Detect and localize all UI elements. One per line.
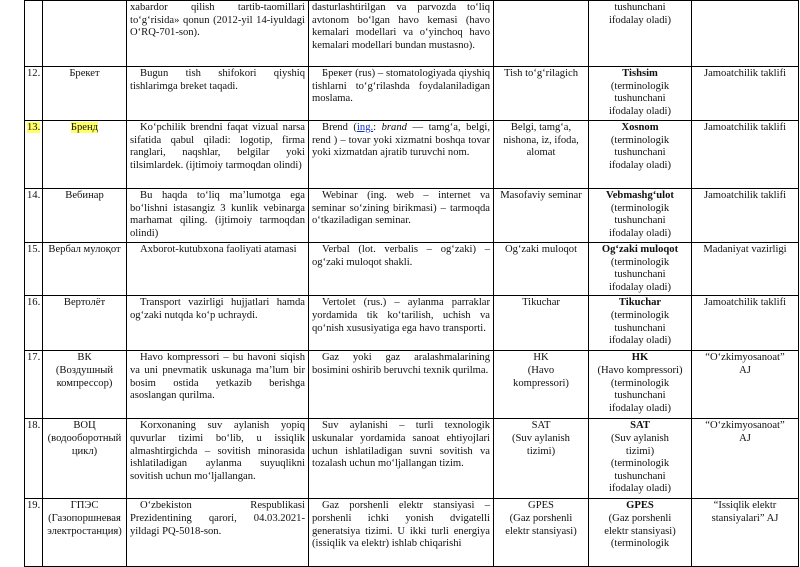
usage-cell: Korxonaning suv aylanish yopiq quvurlar tizimi bo‘lib, u issiqlik almashtirgichda – sovitish minorasida ishlatiladigan aylanma suyuqlikni sovitish uchun mo‘ljallangan. bbox=[127, 419, 309, 499]
term-cell: Вербал мулоқот bbox=[43, 243, 127, 296]
term-cell: Вертолёт bbox=[43, 296, 127, 351]
recommendation-cell: Tishsim (terminologik tushunchani ifodalay oladi) bbox=[589, 67, 692, 121]
usage-cell: Bu haqda to‘liq ma’lumotga ega bo‘lishni istasangiz 3 kunlik vebinarga marhamat qiling. (ijtimoiy tarmoqdan olindi) bbox=[127, 189, 309, 243]
uzbek-equivalent-cell: Og‘zaki muloqot bbox=[494, 243, 589, 296]
row-number: 17. bbox=[25, 351, 43, 419]
uzbek-equivalent-cell: Tish to‘g‘rilagich bbox=[494, 67, 589, 121]
term-cell: ВОЦ (водооборотный цикл) bbox=[43, 419, 127, 499]
recommendation-cell: tushunchani ifodalay oladi) bbox=[589, 1, 692, 67]
definition-cell: Verbal (lot. verbalis – og‘zaki) – og‘zaki muloqot shakli. bbox=[309, 243, 494, 296]
uzbek-equivalent-cell: Tikuchar bbox=[494, 296, 589, 351]
table-row bbox=[25, 243, 799, 296]
definition-cell: Suv aylanishi – turli texnologik uskunalar yordamida sanoat ehtiyojlari uchun ishlatiladigan suvni sovitish va tozalash uchun mo‘ljallangan tizim. bbox=[309, 419, 494, 499]
table-row bbox=[25, 499, 799, 567]
source-cell: “Issiqlik elektr stansiyalari” AJ bbox=[692, 499, 799, 567]
source-cell: “O‘zkimyosanoat” AJ bbox=[692, 419, 799, 499]
definition-cell: dasturlashtirilgan va parvozda to‘liq avtonom bo‘lgan havo kemasi (havo kemalari modellari va o‘yinchoq havo kemalari modellari bundan mustasno). bbox=[309, 1, 494, 67]
ing-link[interactable]: ing. bbox=[356, 122, 374, 133]
usage-cell: Bugun tish shifokori qiyshiq tishlarimga breket taqadi. bbox=[127, 67, 309, 121]
definition-cell: Gaz porshenli elektr stansiyasi – porshenli ichki yonish dvigatelli generatsiya tizimi. U ikki turli energiya (issiqlik va elektr) ishlab chiqarishi bbox=[309, 499, 494, 567]
table-row bbox=[25, 351, 799, 419]
recommendation-cell: GPES (Gaz porshenli elektr stansiyasi) (terminologik bbox=[589, 499, 692, 567]
usage-cell: Transport vazirligi hujjatlari hamda og‘zaki nutqda ko‘p uchraydi. bbox=[127, 296, 309, 351]
uzbek-equivalent-cell: Belgi, tamg‘a, nishona, iz, ifoda, alomat bbox=[494, 121, 589, 189]
definition-cell: Vertolet (rus.) – aylanma parraklar yordamida tik ko‘tarilish, uchish va qo‘nish xususiyatiga ega havo transporti. bbox=[309, 296, 494, 351]
uzbek-equivalent-cell: Masofaviy seminar bbox=[494, 189, 589, 243]
term-cell: Брекет bbox=[43, 67, 127, 121]
definition-cell: Брекет (rus) – stomatologiyada qiyshiq tishlarni to‘g‘rilashda foydalaniladigan moslama. bbox=[309, 67, 494, 121]
row-number: 14. bbox=[25, 189, 43, 243]
recommendation-cell: HK (Havo kompressori) (terminologik tushunchani ifodalay oladi) bbox=[589, 351, 692, 419]
source-cell: Jamoatchilik taklifi bbox=[692, 121, 799, 189]
definition-cell: Brend (ing.: brand — tamg‘a, belgi, rend ) – tovar yoki xizmatni boshqa tovar yoki xizmatdan ajratib turuvchi nom. bbox=[309, 121, 494, 189]
terms-table bbox=[24, 0, 799, 567]
recommendation-cell: Xosnom (terminologik tushunchani ifodalay oladi) bbox=[589, 121, 692, 189]
term-cell: ГПЭС (Газопоршневая электростанция) bbox=[43, 499, 127, 567]
term-cell: ВК (Воздушный компрессор) bbox=[43, 351, 127, 419]
recommendation-cell: Og‘zaki muloqot (terminologik tushunchani ifodalay oladi) bbox=[589, 243, 692, 296]
highlighted-number: 13. bbox=[27, 122, 41, 133]
uzbek-equivalent-cell: HK (Havo kompressori) bbox=[494, 351, 589, 419]
source-cell: “O‘zkimyosanoat” AJ bbox=[692, 351, 799, 419]
source-cell: Jamoatchilik taklifi bbox=[692, 67, 799, 121]
usage-cell: Havo kompressori – bu havoni siqish va uni pnevmatik uskunaga ma’lum bir bosim ostida yetkazib berishga asoslangan qurilma. bbox=[127, 351, 309, 419]
row-number: 19. bbox=[25, 499, 43, 567]
usage-cell: Axborot-kutubxona faoliyati atamasi bbox=[127, 243, 309, 296]
definition-cell: xabardor qilish tartib-taomillari to‘g‘risida» qonun (2012-yil 14-iyuldagi O‘RQ-701-son). bbox=[127, 1, 309, 67]
definition-cell: Webinar (ing. web – internet va seminar so‘zining birikmasi) – tarmoqda o‘tkaziladigan seminar. bbox=[309, 189, 494, 243]
uzbek-equivalent-cell: GPES (Gaz porshenli elektr stansiyasi) bbox=[494, 499, 589, 567]
row-number: 18. bbox=[25, 419, 43, 499]
usage-cell: O‘zbekiston Respublikasi Prezidentining qarori, 04.03.2021-yildagi PQ-5018-son. bbox=[127, 499, 309, 567]
recommendation-cell: Vebmashg‘ulot (terminologik tushunchani ifodalay oladi) bbox=[589, 189, 692, 243]
table-row bbox=[25, 419, 799, 499]
recommendation-cell: SAT (Suv aylanish tizimi) (terminologik tushunchani ifodalay oladi) bbox=[589, 419, 692, 499]
definition-cell: Gaz yoki gaz aralashmalarining bosimini oshirib beruvchi texnik qurilma. bbox=[309, 351, 494, 419]
table-row bbox=[25, 296, 799, 351]
source-cell: Jamoatchilik taklifi bbox=[692, 296, 799, 351]
table-row bbox=[25, 1, 799, 67]
term-cell: Вебинар bbox=[43, 189, 127, 243]
row-number: 12. bbox=[25, 67, 43, 121]
recommendation-cell: Tikuchar (terminologik tushunchani ifodalay oladi) bbox=[589, 296, 692, 351]
term-cell bbox=[43, 121, 127, 189]
row-number: 16. bbox=[25, 296, 43, 351]
table-row bbox=[25, 121, 799, 189]
table-row bbox=[25, 67, 799, 121]
row-number bbox=[25, 121, 43, 189]
uzbek-equivalent-cell: SAT (Suv aylanish tizimi) bbox=[494, 419, 589, 499]
highlighted-term: Бренд bbox=[70, 122, 99, 133]
source-cell: Madaniyat vazirligi bbox=[692, 243, 799, 296]
usage-cell: Ko‘pchilik brendni faqat vizual narsa sifatida qabul qiladi: logotip, firma ranglari, naqshlar, belgilar yoki tilsimlardek. (ijtimoiy tarmoqdan olindi) bbox=[127, 121, 309, 189]
table-row bbox=[25, 189, 799, 243]
source-cell: Jamoatchilik taklifi bbox=[692, 189, 799, 243]
row-number: 15. bbox=[25, 243, 43, 296]
